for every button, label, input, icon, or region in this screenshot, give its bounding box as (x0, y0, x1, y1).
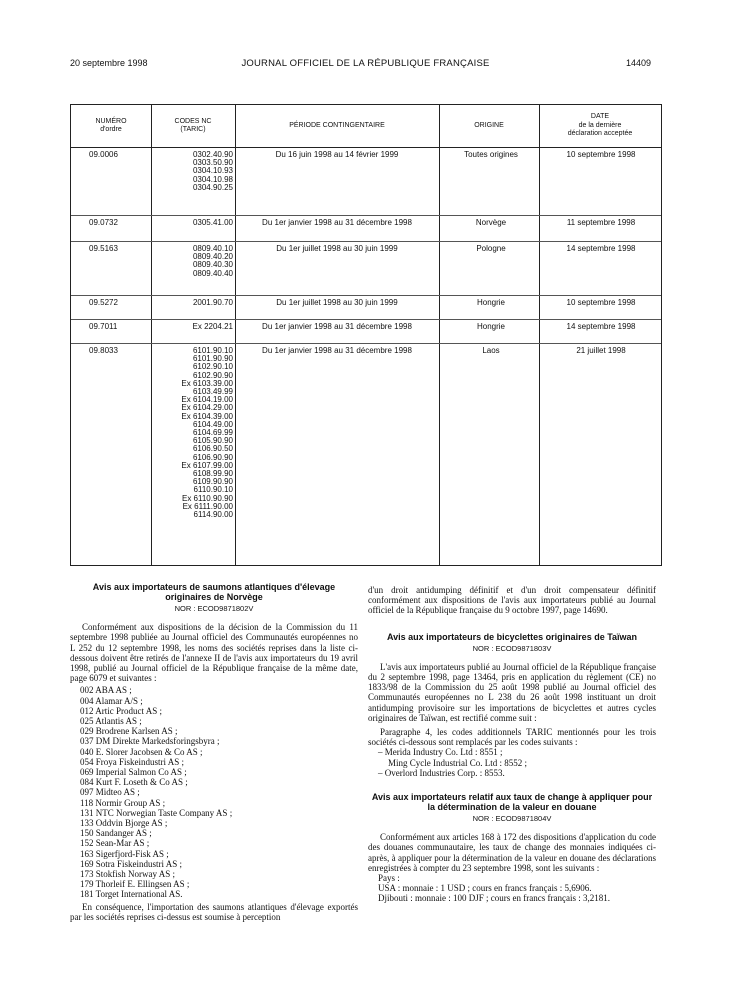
cell-numero: 09.5272 (89, 298, 118, 307)
rate-djibouti: Djibouti : monnaie : 100 DJF ; cours en francs français : 3,2181. (378, 893, 610, 904)
cell-codes: 0809.40.10 0809.40.20 0809.40.30 0809.40.40 (192, 244, 233, 278)
company-code-item: – Overlord Industries Corp. : 8553. (378, 767, 505, 778)
cell-codes: Ex 2204.21 (192, 322, 233, 331)
list-item: 163 Sigerfjord-Fisk AS ; (80, 848, 169, 859)
header-date: 20 septembre 1998 (70, 58, 148, 68)
list-item: 040 E. Slorer Jacobsen & Co AS ; (80, 746, 203, 757)
cell-periode: Du 1er juillet 1998 au 30 juin 1999 (276, 244, 398, 253)
cell-periode: Du 16 juin 1998 au 14 février 1999 (275, 150, 399, 159)
table-row (71, 241, 661, 296)
left-column (70, 582, 358, 922)
list-item: 152 Sean-Mar AS ; (80, 838, 150, 849)
nor-reference: NOR : ECOD9871804V (472, 814, 552, 824)
list-item: 097 Midteo AS ; (80, 787, 140, 798)
list-item: 037 DM Direkte Markedsforingsbyra ; (80, 736, 220, 747)
list-item: 029 Brodrene Karlsen AS ; (80, 726, 178, 737)
rate-usa: USA : monnaie : 1 USD ; cours en francs français : 5,6906. (378, 883, 592, 894)
cell-origine: Hongrie (476, 298, 505, 307)
cell-date: 10 septembre 1998 (566, 150, 636, 159)
table-row (71, 319, 661, 344)
list-item: 002 ABA AS ; (80, 685, 132, 696)
cell-date: 14 septembre 1998 (566, 322, 636, 331)
cell-codes: 0302.40.90 0303.50.90 0304.10.93 0304.10.98 0304.90.25 (192, 150, 233, 192)
list-item: 025 Atlantis AS ; (80, 716, 142, 727)
cell-origine: Pologne (476, 244, 506, 253)
cell-date: 21 juillet 1998 (576, 346, 626, 355)
section-title-saumons: Avis aux importateurs de saumons atlantiques d'élevage originaires de Norvège (92, 582, 336, 602)
table-row (71, 295, 661, 320)
quota-table (70, 104, 662, 566)
section-title-bicyclettes: Avis aux importateurs de bicyclettes originaires de Taïwan (386, 631, 638, 642)
cell-periode: Du 1er janvier 1998 au 31 décembre 1998 (262, 322, 412, 331)
list-item: 084 Kurt F. Loseth & Co AS ; (80, 777, 188, 788)
cell-date: 11 septembre 1998 (566, 218, 636, 227)
paragraph-outro: En conséquence, l'importation des saumons atlantiques d'élevage exportés par les sociétés reprises ci-dessus est soumise à perception (70, 901, 358, 922)
header-origine-label: ORIGINE (474, 121, 504, 129)
list-item: 004 Alamar A/S ; (80, 695, 143, 706)
cell-numero: 09.0732 (89, 218, 118, 227)
list-item: 169 Sotra Fiskeindustri AS ; (80, 858, 183, 869)
header-codes-l1: CODES NC (174, 117, 212, 125)
journal-title: JOURNAL OFFICIEL DE LA RÉPUBLIQUE FRANÇAISE (241, 58, 490, 69)
nor-reference: NOR : ECOD9871802V (174, 604, 254, 613)
paragraph-bicyclettes-2: Paragraphe 4, les codes additionnels TARIC mentionnés pour les trois sociétés ci-dessous sont remplacés par les codes suivants : (368, 727, 656, 748)
paragraph-bicyclettes-1: L'avis aux importateurs publié au Journal officiel de la République française du 2 septembre 1998, page 13464, pris en application du règlement (CE) no 1833/98 de la Commission du 25 août 1998 publié au Journal officiel des Communautés européennes no L 238 du 26 août 1998 instituant un droit antidumping provisoire sur les importations de bicyclettes et autres cycles originaires de Taïwan, est rectifié comme suit : (368, 661, 656, 723)
page-number: 14409 (625, 58, 651, 68)
cell-periode: Du 1er juillet 1998 au 30 juin 1999 (276, 298, 398, 307)
paragraph-taux-change: Conformément aux articles 168 à 172 des dispositions d'application du code des douanes communautaire, les taux de change des monnaies indiquées ci-après, à appliquer pour la détermination de la valeur en douane des déclarations enregistrées à compter du 23 septembre 1998, sont les suivants : (368, 832, 656, 873)
section-title-taux-change: Avis aux importateurs relatif aux taux de change à appliquer pour la détermination de la valeur en douane (371, 792, 653, 813)
cell-date: 10 septembre 1998 (566, 298, 636, 307)
list-item: 012 Artic Product AS ; (80, 705, 163, 716)
cell-codes: 0305.41.00 (192, 218, 233, 227)
paragraph-continuation: d'un droit antidumping définitif et d'un droit compensateur définitif conformément aux dispositions de l'avis aux importateurs publié au Journal officiel de la République française du 9 octobre 1997, page 14690. (368, 585, 656, 616)
cell-periode: Du 1er janvier 1998 au 31 décembre 1998 (262, 346, 412, 355)
table-row (71, 215, 661, 242)
list-item: 173 Stokfish Norway AS ; (80, 869, 176, 880)
cell-codes: 6101.90.10 6101.90.90 6102.90.10 6102.90.90 Ex 6103.39.00 6103.49.99 Ex 6104.19.00 Ex 6104.29.00 Ex 6104.39.00 6104.49.00 6104.69.99 6105.90.90 6106.90.50 6106.90.90 Ex 6107.99.00 6108.99.90 6109.90.90 6110.90.10 Ex 6110.90.90 Ex 6111.90.00 6114.90.00 (181, 346, 233, 520)
cell-date: 14 septembre 1998 (566, 244, 636, 253)
header-origine (439, 105, 539, 147)
nor-reference: NOR : ECOD9871803V (472, 643, 552, 653)
header-date-l1: DATE (590, 113, 610, 121)
cell-origine: Toutes origines (464, 150, 518, 159)
list-item: 133 Oddvin Bjorge AS ; (80, 818, 168, 829)
list-item: 054 Froya Fiskeindustri AS ; (80, 756, 185, 767)
header-codes (151, 105, 235, 147)
cell-numero: 09.7011 (89, 322, 118, 331)
cell-numero: 09.8033 (89, 346, 118, 355)
header-periode (235, 105, 439, 147)
list-item: 181 Torget International AS. (80, 889, 183, 900)
list-item: 150 Sandanger AS ; (80, 828, 152, 839)
cell-periode: Du 1er janvier 1998 au 31 décembre 1998 (262, 218, 412, 227)
list-item: 118 Normir Group AS ; (80, 797, 166, 808)
header-codes-l2: (TARIC) (180, 126, 206, 133)
company-code-item: Ming Cycle Industrial Co. Ltd : 8552 ; (388, 757, 527, 768)
cell-origine: Hongrie (476, 322, 505, 331)
header-numero-l1: NUMÉRO (95, 117, 127, 125)
cell-codes: 2001.90.70 (192, 298, 233, 307)
header-numero-l2: d'ordre (100, 126, 122, 133)
header-date-l2: de la dernière (578, 121, 622, 129)
cell-numero: 09.0006 (89, 150, 118, 159)
header-date-l3: déclaration acceptée (567, 130, 633, 138)
header-numero (71, 105, 151, 147)
cell-origine: Norvège (475, 218, 507, 227)
header-periode-label: PÉRIODE CONTINGENTAIRE (289, 121, 385, 129)
list-item: 131 NTC Norwegian Taste Company AS ; (80, 807, 233, 818)
cell-origine: Laos (482, 346, 500, 355)
company-code-item: – Merida Industry Co. Ltd : 8551 ; (378, 747, 503, 758)
pays-label: Pays : (378, 873, 400, 884)
table-row (71, 343, 661, 561)
list-item: 179 Thorleif E. Ellingsen AS ; (80, 879, 190, 890)
paragraph-intro: Conformément aux dispositions de la décision de la Commission du 11 septembre 1998 publiée au Journal officiel des Communautés européennes no L 252 du 12 septembre 1998, les noms des sociétés reprises dans la liste ci-dessous doivent être retirés de l'annexe II de l'avis aux importateurs du 19 avril 1998, publié au Journal officiel de la République française de la même date, page 6079 et suivantes : (70, 622, 358, 684)
company-list (80, 685, 358, 899)
list-item: 069 Imperial Salmon Co AS ; (80, 767, 187, 778)
table-row (71, 147, 661, 216)
cell-numero: 09.5163 (89, 244, 118, 253)
right-column (368, 585, 656, 904)
header-date (539, 105, 661, 147)
